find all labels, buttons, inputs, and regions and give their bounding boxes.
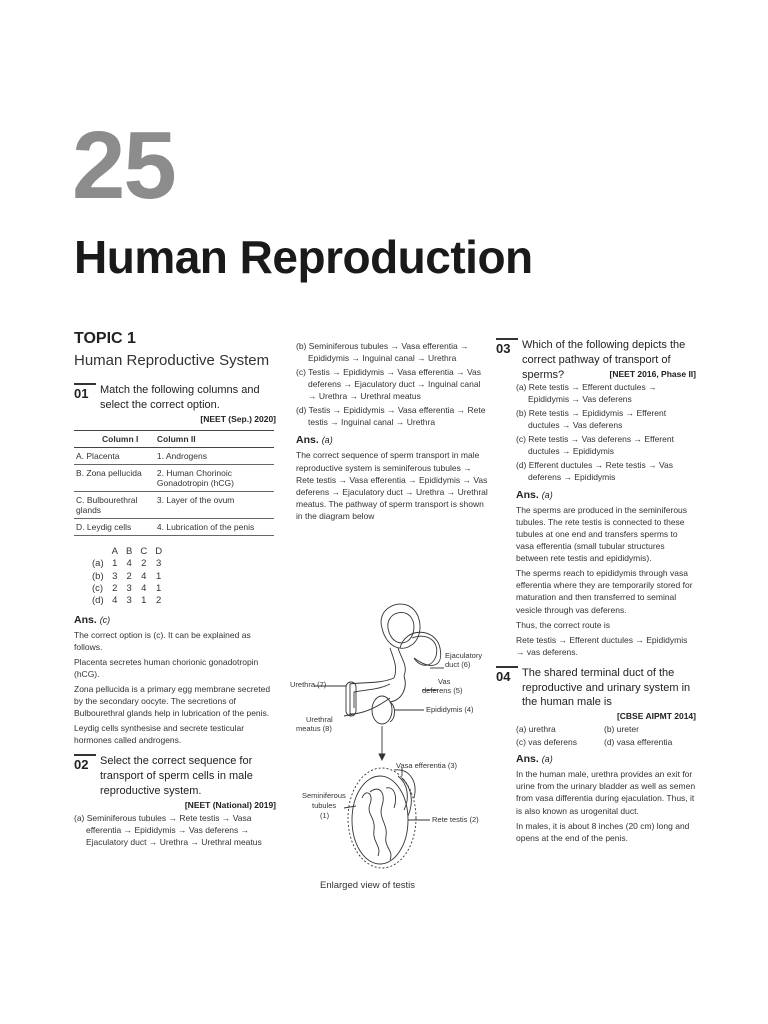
explanation — [516, 504, 696, 658]
table-row — [74, 447, 274, 464]
question-text: Match the following columns and select the correct option. — [100, 384, 260, 412]
diagram-label: Seminiferous — [302, 791, 346, 800]
diagram-label: Urethra (7) — [290, 680, 327, 689]
option-a: (a) Rete testis → Efferent ductules → Epididymis → Vas deferens — [516, 381, 657, 404]
question-source: [NEET (National) 2019] — [184, 799, 276, 810]
table-cell: A. Placenta — [74, 447, 155, 464]
answer — [516, 753, 696, 765]
explanation-paragraph: Zona pellucida is a primary egg membrane secreted by the secondary oocyte. The secretions of Bulbourethral glands help in lubrication of the penis. — [74, 683, 271, 719]
question-text: Which of the following depicts the correct pathway of transport of sperms? — [522, 339, 686, 381]
diagram-label: meatus (8) — [296, 724, 332, 733]
diagram-label: Epididymis (4) — [426, 705, 474, 714]
option-d: (d) Efferent ductules → Rete testis → Vas deferens → Epididymis — [516, 459, 674, 482]
question-number: 02 — [74, 754, 96, 772]
question-number: 01 — [74, 383, 96, 401]
answer-label: Ans. — [74, 613, 97, 626]
diagram-label: duct (6) — [445, 660, 471, 669]
option-row — [92, 595, 166, 607]
option-cell: 3 — [112, 570, 118, 582]
answer-value: (a) — [541, 754, 553, 765]
option-a: (a) Seminiferous tubules → Rete testis → Vasa efferentia → Epididymis → Vas deferens → Ejaculatory duct → Urethra → Urethral meatus — [74, 812, 262, 847]
topic-name: Human Reproductive System — [74, 352, 270, 369]
table-cell: B. Zona pellucida — [74, 464, 155, 491]
options-header-cell — [92, 546, 108, 558]
question-text: The shared terminal duct of the reproductive and urinary system in the human male is — [522, 666, 691, 709]
option-cell: (c) — [92, 582, 104, 594]
chapter-title: Human Reproduction — [74, 231, 533, 283]
table-cell: 1. Androgens — [155, 447, 274, 464]
option-cell: 4 — [141, 582, 147, 594]
option-cell: 4 — [112, 595, 118, 607]
chapter-number: 25 — [72, 112, 175, 219]
options-row — [516, 737, 696, 747]
diagram-caption: Enlarged view of testis — [320, 880, 416, 891]
option-cell: (a) — [92, 558, 104, 570]
option-a: (a) urethra — [516, 724, 556, 735]
match-table — [74, 430, 274, 536]
topic-label: TOPIC 1 — [74, 330, 136, 347]
column-1 — [74, 330, 276, 850]
option-d: (d) Testis → Epididymis → Vasa efferentia → Rete testis → Inguinal canal → Urethra — [296, 405, 486, 428]
option-cell: 1 — [155, 570, 162, 582]
options-header-cell: D — [155, 545, 163, 557]
diagram-label: Urethral — [306, 715, 333, 724]
table-cell: 3. Layer of the ovum — [155, 491, 274, 518]
diagram-label: Vas — [438, 677, 451, 686]
option-cell: 3 — [155, 558, 162, 570]
option-cell: (b) — [92, 570, 104, 582]
table-cell: 2. Human Chorinoic Gonadotropin (hCG) — [155, 464, 274, 491]
option-b: (b) Rete testis → Epididymis → Efferent ductules → Vas deferens — [516, 407, 667, 430]
explanation-paragraph: Leydig cells synthesise and secrete testicular hormones called androgens. — [74, 723, 245, 746]
explanation — [74, 629, 276, 747]
question-04 — [496, 666, 696, 711]
option-c: (c) Testis → Epididymis → Vasa efferentia → Vas deferens → Ejaculatory duct → Inguinal canal → Urethra → Urethral meatus — [296, 367, 482, 402]
question-text: Select the correct sequence for transport of sperm cells in male reproductive system. — [100, 755, 253, 797]
option-cell: 2 — [126, 570, 132, 582]
option-row — [92, 558, 166, 570]
options-header-cell: B — [125, 545, 133, 557]
explanation-paragraph: Placenta secretes human chorionic gonadotropin (hCG). — [74, 656, 259, 679]
male-reproductive-diagram — [290, 598, 490, 898]
options-header-cell: C — [140, 545, 148, 557]
option-cell: 3 — [126, 582, 132, 594]
option-row — [92, 583, 166, 595]
options-grid — [92, 546, 166, 608]
answer — [516, 489, 696, 501]
explanation-paragraph: The correct option is (c). It can be explained as follows. — [74, 629, 251, 652]
diagram-label: Vasa efferentia (3) — [396, 761, 458, 770]
option-c: (c) vas deferens — [516, 737, 577, 748]
diagram-label: Ejaculatory — [445, 651, 483, 660]
question-01 — [74, 383, 276, 413]
diagram-label: tubules — [312, 801, 337, 810]
answer-value: (c) — [99, 614, 111, 625]
question-source: [NEET 2016, Phase II] — [609, 368, 696, 379]
option-cell: 2 — [155, 595, 162, 607]
question-source: [NEET (Sep.) 2020] — [200, 413, 276, 424]
table-cell: D. Leydig cells — [74, 518, 155, 535]
answer-label: Ans. — [516, 753, 539, 766]
option-d: (d) vasa efferentia — [604, 737, 673, 748]
table-cell: 4. Lubrication of the penis — [155, 518, 274, 535]
options-row — [516, 724, 696, 734]
option-cell: 4 — [141, 570, 147, 582]
option-cell: 1 — [112, 558, 118, 570]
explanation-paragraph: The sperms are produced in the seminiferous tubules. The rete testis is connected to these tubules at one end and transfers sperms to vasa efferentia (small tubular structures between rete testis and epididymis). — [516, 505, 688, 564]
column-2 — [296, 338, 488, 522]
option-cell: 4 — [126, 558, 132, 570]
question-number: 04 — [496, 666, 518, 684]
answer — [74, 614, 276, 626]
column-header: Column II — [155, 430, 274, 447]
table-cell: C. Bulbourethral glands — [74, 491, 155, 518]
option-row — [92, 571, 166, 583]
option-cell: 1 — [155, 582, 162, 594]
option-c: (c) Rete testis → Vas deferens → Efferent ductules → Epididymis — [516, 433, 674, 456]
diagram-label: deferens (5) — [422, 686, 463, 695]
option-cell: (d) — [92, 595, 104, 607]
table-row — [74, 518, 274, 535]
option-cell: 1 — [141, 595, 147, 607]
explanation-paragraph: Thus, the correct route is — [516, 619, 611, 630]
question-source: [CBSE AIPMT 2014] — [616, 711, 696, 722]
option-b: (b) ureter — [604, 724, 639, 735]
answer-label: Ans. — [296, 434, 319, 447]
option-cell: 2 — [141, 558, 147, 570]
answer-label: Ans. — [516, 489, 539, 502]
explanation-paragraph: In males, it is about 8 inches (20 cm) long and opens at the end of the penis. — [516, 820, 690, 843]
option-cell: 2 — [112, 582, 118, 594]
option-cell: 3 — [126, 595, 132, 607]
table-row — [74, 464, 274, 491]
explanation: The correct sequence of sperm transport in male reproductive system is seminiferous tubules → Rete testis → Vasa efferentia → Epididymis → Vas deferens → Ejaculatory duct → Urethra → Urethral meatus. The pathway of sperm transport is shown in the diagram below — [296, 450, 488, 521]
answer — [296, 434, 488, 446]
explanation-paragraph: The sperms reach to epididymis through vasa efferentia where they are temporarily stored for maturation and then transferred to seminal vesicle through vas deferens. — [516, 568, 693, 615]
diagram-label: (1) — [320, 811, 330, 820]
question-02 — [74, 754, 276, 799]
answer-value: (a) — [321, 435, 333, 446]
option-b: (b) Seminiferous tubules → Vasa efferentia → Epididymis → Inguinal canal → Urethra — [296, 341, 469, 364]
column-header: Column I — [74, 430, 155, 447]
answer-value: (a) — [541, 490, 553, 501]
table-row — [74, 491, 274, 518]
diagram-label: Rete testis (2) — [432, 815, 479, 824]
question-number: 03 — [496, 338, 518, 356]
column-3 — [496, 332, 696, 847]
explanation-paragraph: Rete testis → Efferent ductules → Epididymis → vas deferens. — [516, 634, 688, 657]
explanation-paragraph: In the human male, urethra provides an exit for urine from the urinary bladder as well as semen from vasa differentia during ejaculation. Thus, it is also known as urogenital duct. — [516, 769, 696, 816]
explanation — [516, 768, 696, 843]
options-header-cell: A — [111, 545, 118, 557]
